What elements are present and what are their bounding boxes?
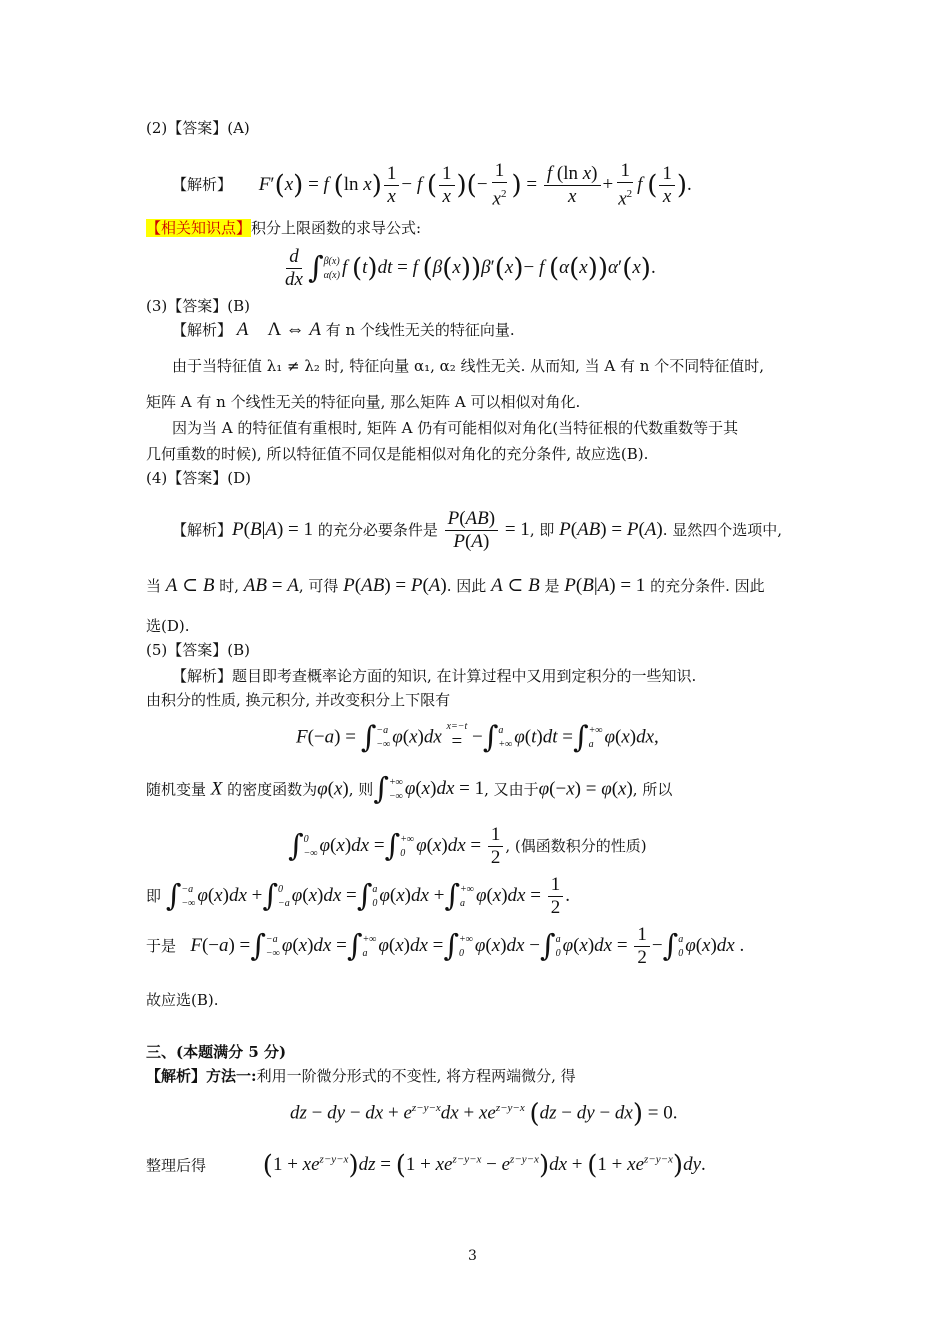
q4-line2-a: 当	[146, 577, 162, 595]
q3-line4: 因为当 A 的特征值有重根时, 矩阵 A 仍有可能相似对角化(当特征根的代数重数等于其	[172, 419, 739, 437]
q4-line2-c: , 可得	[298, 577, 339, 595]
q3-answer-label: (3)【答案】(B)	[146, 297, 250, 315]
q4-line2-d: . 因此	[446, 577, 487, 595]
q3-line2: 由于当特征值 λ₁ ≠ λ₂ 时, 特征向量 α₁, α₂ 线性无关. 从而知, 当 A 有 n 个不同特征值时,	[172, 357, 764, 375]
q5-analysis: 【解析】题目即考查概率论方面的知识, 在计算过程中又用到定积分的一些知识.	[172, 667, 697, 685]
q5-rv-line: 随机变量 X 的密度函数为φ(x), 则∫ +∞ −∞ φ(x)dx = 1, 又由于φ(−x) = φ(x), 所以	[146, 772, 673, 807]
q2-formula: F′(x) = f (ln x) $\frac{1}{x}$ − f ( $\frac{1}{x}$ )(− $\frac{1}{x^2}$ ) = $\frac{\text{f (ln x)}}{x}$ + $\frac{1}{x^2}$ f ( $\frac{1}{x}$ ).	[258, 160, 692, 210]
q3-line3: 矩阵 A 有 n 个线性无关的特征向量, 那么矩阵 A 可以相似对角化.	[146, 393, 581, 411]
s3-analysis-line	[146, 1066, 576, 1086]
q5-even-line: ∫ 0 −∞ φ(x)dx =∫ +∞ 0 φ(x)dx = $\frac{1}{2}$ , (偶函数积分的性质)	[288, 824, 647, 868]
q4-answer-label: (4)【答案】(D)	[146, 469, 251, 487]
q4-text3: . 显然四个选项中,	[662, 520, 783, 539]
q5-ji: 即	[146, 886, 162, 905]
q5-conclusion: 故应选(B).	[146, 991, 219, 1009]
q5-line2: 由积分的性质, 换元积分, 并改变积分上下限有	[146, 691, 451, 709]
q4-line2-e: 是	[544, 577, 560, 595]
q3-line1: 【解析】 A Λ ⇔ A 有 n 个线性无关的特征向量.	[172, 319, 515, 340]
q2-analysis-tag: 【解析】	[172, 175, 233, 194]
s3-text: 利用一阶微分形式的不变性, 将方程两端微分, 得	[256, 1067, 576, 1085]
q5-rv-b: 的密度函数为	[227, 780, 318, 799]
q5-yushi-line: 于是 F(−a) =∫ −a −∞ φ(x)dx =∫ +∞ a φ(x)dx =∫ +∞ 0 φ(x)dx −∫ a 0 φ(x)dx = $\frac{1}{2}$ −∫ a 0 φ(x)dx .	[146, 924, 745, 968]
q3-analysis-tag: 【解析】	[172, 321, 233, 339]
s3-heading: 三、(本题满分 5 分)	[146, 1043, 287, 1061]
q3-line1-text: 有 n 个线性无关的特征向量.	[325, 321, 515, 339]
q4-line2-b: 时,	[219, 577, 239, 595]
page-number: 3	[468, 1248, 477, 1264]
q5-even-note: , (偶函数积分的性质)	[505, 836, 647, 855]
knowledge-formula: $\frac{d}{dx}$ ∫ β(x) α(x) f (t)dt = f (β(x))β′(x)− f (α(x))α′(x).	[285, 246, 656, 290]
q5-rv-a: 随机变量	[146, 780, 207, 799]
q4-line1: 【解析】P(B|A) = 1 的充分必要条件是 $\frac{P(AB)}{P(A)}$ = 1, 即 P(AB) = P(A). 显然四个选项中,	[172, 508, 783, 552]
q2-answer-label: (2)【答案】(A)	[146, 119, 250, 137]
q5-rv-e: , 所以	[632, 780, 673, 799]
q4-text1: 的充分必要条件是	[317, 520, 438, 539]
q3-line5: 几何重数的时候), 所以特征值不同仅是能相似对角化的充分条件, 故应选(B).	[146, 445, 649, 463]
q5-rv-c: , 则	[348, 780, 374, 799]
q4-line3: 选(D).	[146, 617, 190, 635]
q4-text2: , 即	[529, 520, 555, 539]
q4-line2: 当 A ⊂ B 时, AB = A, 可得 P(AB) = P(A). 因此 A ⊂ B 是 P(B|A) = 1 的充分条件. 因此	[146, 575, 765, 596]
s3-after-line: 整理后得 $(1 + xe^{z-y-x})dz = (1 + xe^{z-y-x} - e^{z-y-x})dx + (1 + xe^{z-y-x})dy$.	[146, 1150, 706, 1181]
knowledge-tag: 【相关知识点】	[146, 219, 252, 237]
knowledge-line	[146, 218, 421, 238]
s3-after: 整理后得	[146, 1156, 207, 1175]
knowledge-text: 积分上限函数的求导公式:	[251, 219, 422, 237]
s3-method: 方法一:	[206, 1067, 257, 1085]
q4-analysis-tag: 【解析】	[172, 520, 233, 539]
q5-formula-1: F(−a) = ∫ −a −∞ φ(x)dx x=−t = −∫ a +∞ φ(t)dt =∫ +∞ a φ(x)dx,	[296, 720, 659, 755]
q5-answer-label: (5)【答案】(B)	[146, 641, 250, 659]
q5-yushi: 于是	[146, 936, 177, 955]
q5-rv-d: , 又由于	[484, 780, 539, 799]
q2-analysis	[172, 160, 692, 210]
s3-formula-1: dz − dy − dx + $e^{z-y-x}dx + xe^{z-y-x}$ (dz − dy − dx) = 0.	[290, 1098, 678, 1129]
q4-line2-f: 的充分条件. 因此	[650, 577, 765, 595]
s3-analysis-tag: 【解析】	[146, 1067, 207, 1085]
q5-ji-line: 即 ∫ −a −∞ φ(x)dx +∫ 0 −a φ(x)dx =∫ a 0 φ(x)dx +∫ +∞ a φ(x)dx = $\frac{1}{2}$ .	[146, 874, 570, 918]
